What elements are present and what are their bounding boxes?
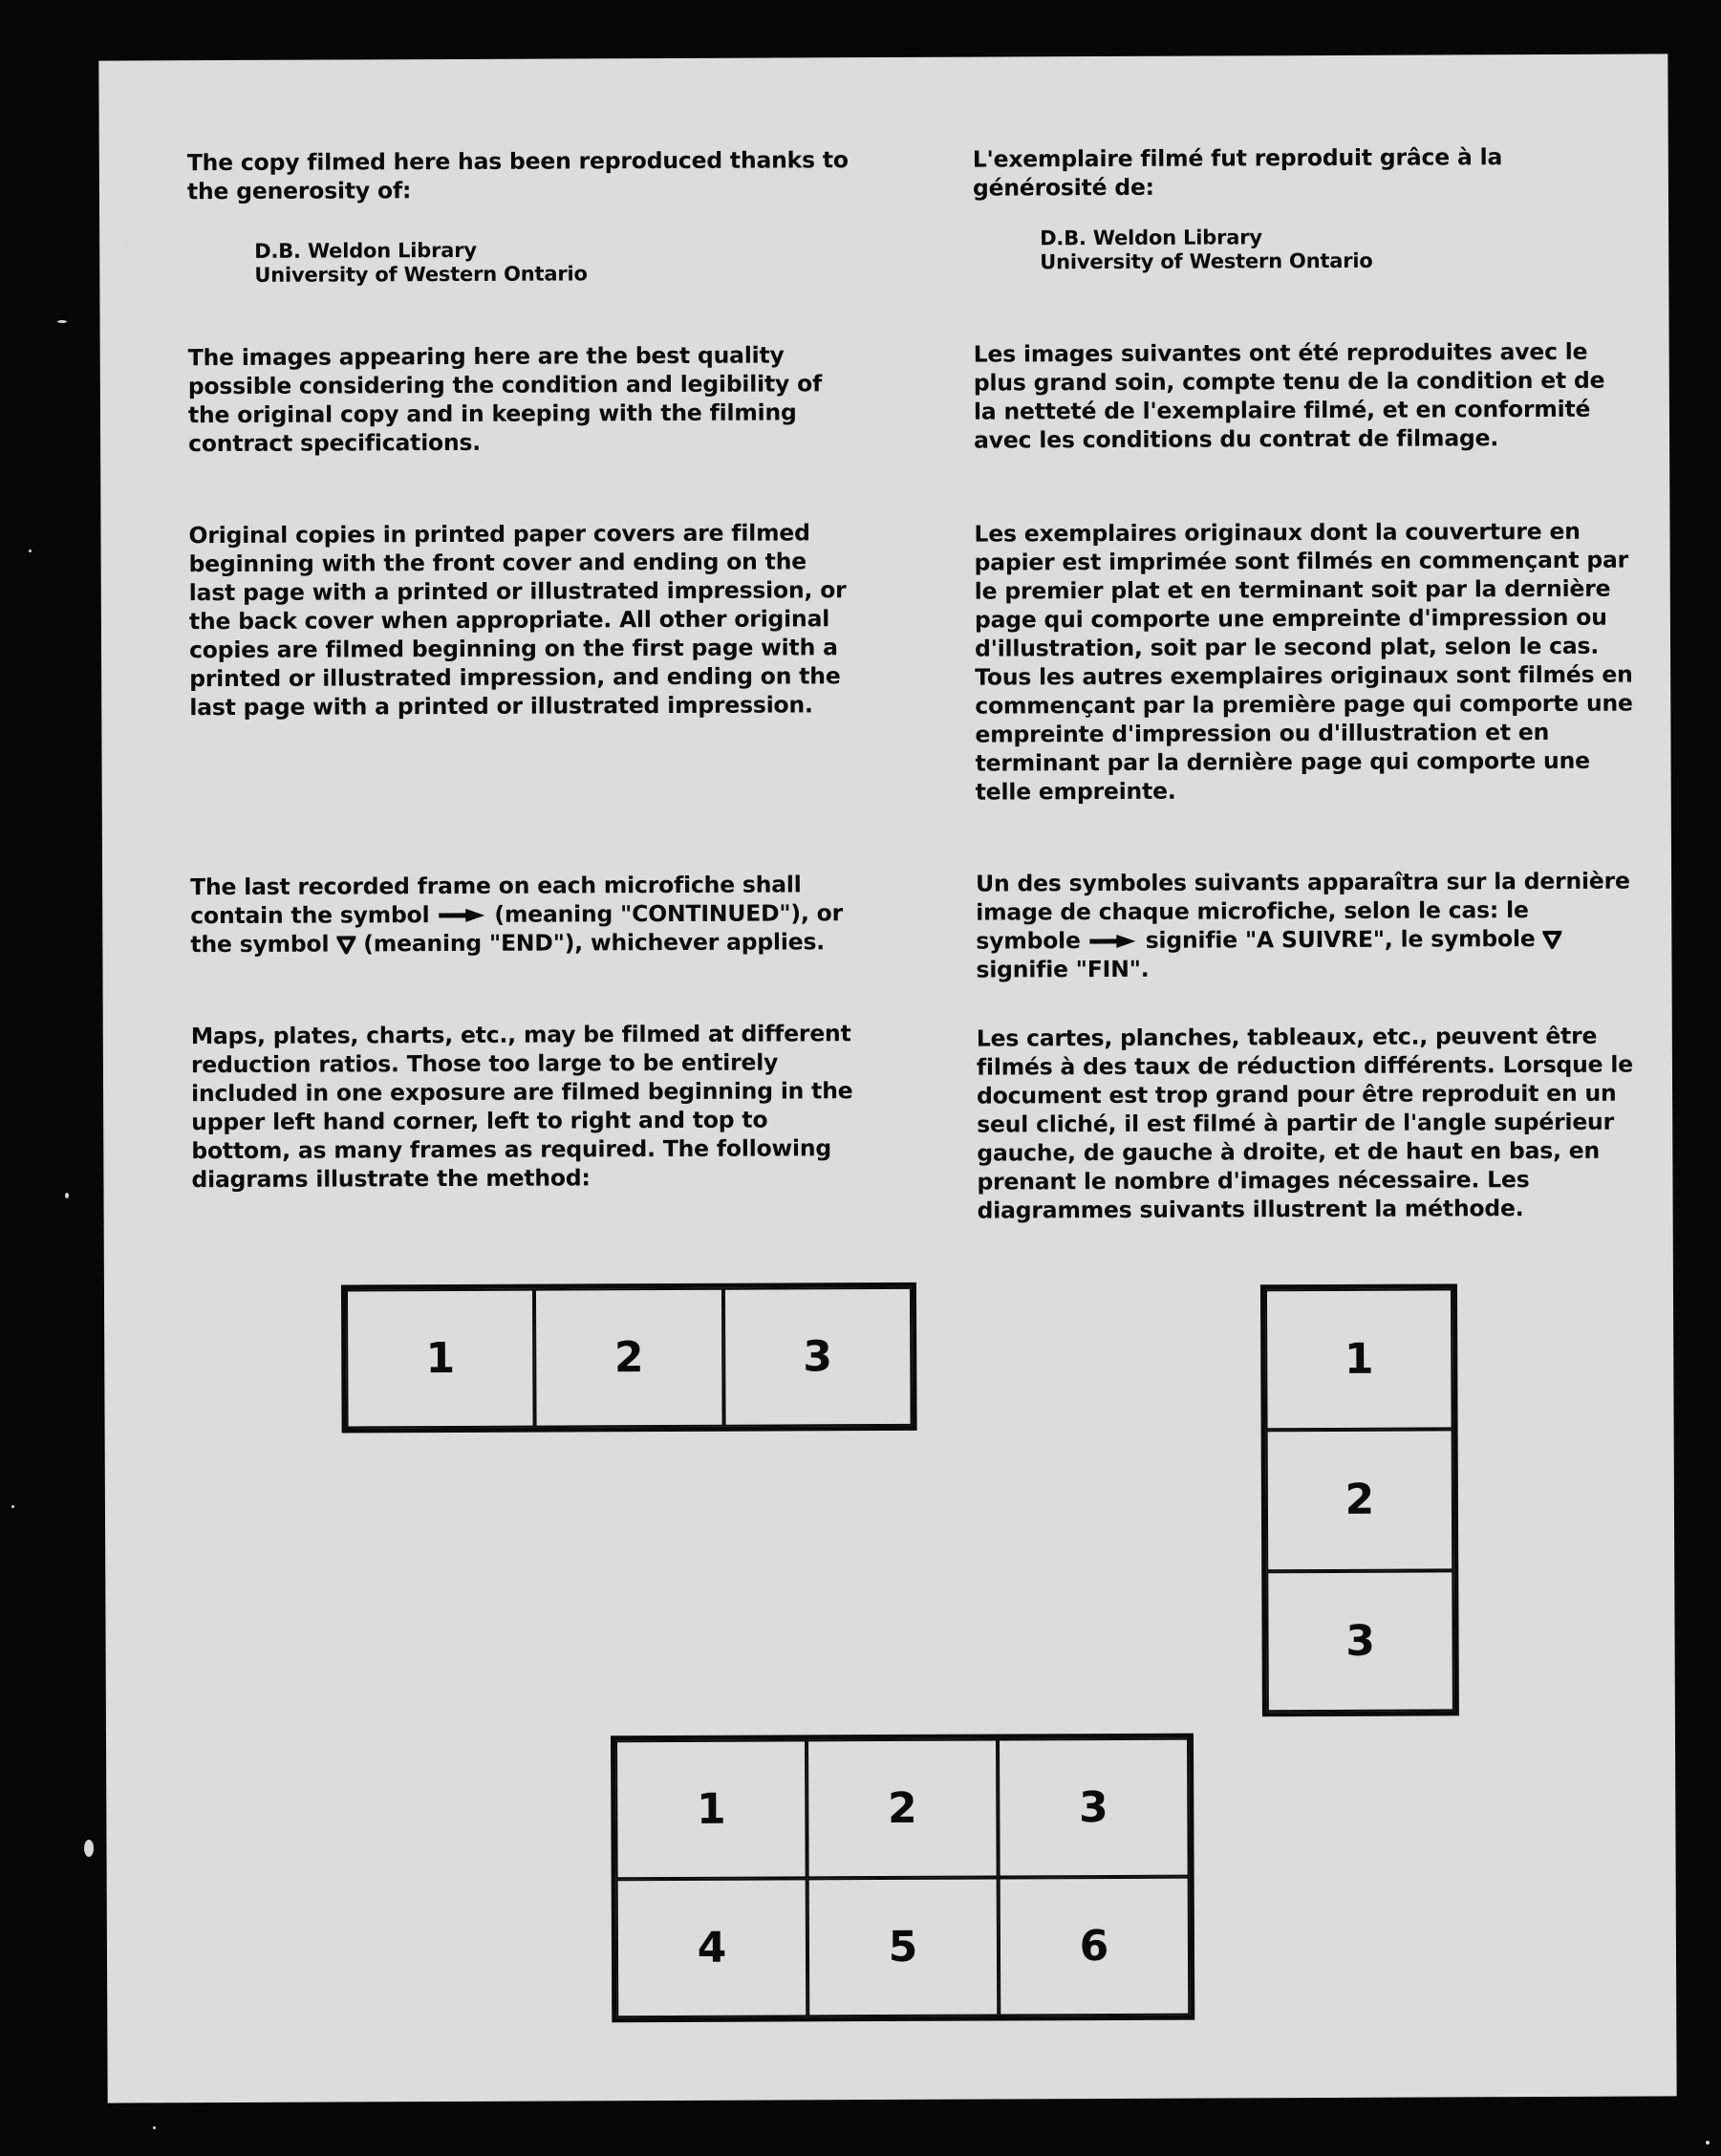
frame-cell: 6 — [999, 1877, 1191, 2016]
english-symbols-text-3: (meaning "END"), whichever applies. — [363, 927, 826, 957]
french-library-name: D.B. Weldon Library — [1040, 226, 1262, 250]
english-symbols-paragraph — [190, 870, 859, 959]
french-symbols-text-1: Un des symboles suivants apparaîtra sur la dernière image de chaque microfiche, selon le cas: le symbole — [976, 867, 1630, 955]
french-library-block — [1040, 225, 1632, 275]
french-column — [973, 142, 1633, 275]
french-symbols-text-2: signifie "A SUIVRE", le symbole — [1145, 924, 1536, 954]
frame-cell: 2 — [534, 1288, 723, 1428]
triangle-down-icon — [336, 935, 355, 954]
frame-cell: 5 — [807, 1878, 1000, 2017]
english-symbols-text-2: (meaning "CONTINUED"), or the symbol — [190, 898, 844, 958]
frame-cell: 2 — [807, 1739, 999, 1879]
english-intro: The copy filmed here has been reproduced thanks to the generosity of: — [186, 146, 849, 205]
english-symbols-text-1: The last recorded frame on each microfiche shall contain the symbol — [190, 870, 802, 929]
french-symbols-paragraph — [976, 866, 1636, 983]
dust-speck — [153, 2126, 156, 2129]
english-originals-paragraph: Original copies in printed paper covers are filmed beginning with the front cover and ending on the last page with a printed or illustrated impression, or the back cover when appropriate. All other original copies are filmed beginning on the first page with a printed or illustrated impression, and ending on the last page with a printed or illustrated impression. — [188, 518, 847, 721]
dust-speck — [57, 320, 67, 323]
french-symbols-text-3: signifie "FIN". — [976, 955, 1150, 983]
english-column — [187, 145, 857, 288]
frame-cell: 1 — [346, 1289, 535, 1429]
french-library-university: University of Western Ontario — [1040, 248, 1373, 274]
frame-cell: 3 — [723, 1287, 913, 1427]
triangle-down-icon — [1542, 930, 1561, 949]
document-page — [98, 54, 1676, 2102]
english-library-university: University of Western Ontario — [254, 262, 588, 287]
arrow-right-icon — [437, 908, 486, 923]
dust-speck — [84, 1840, 94, 1857]
frame-cell: 1 — [615, 1739, 807, 1879]
dust-speck — [124, 244, 128, 248]
english-maps-paragraph: Maps, plates, charts, etc., may be filmed at different reduction ratios. Those too large to be entirely included in one exposure are filmed beginning in the upper left hand corner, left to right and top to bottom, as many frames as required. The following diagrams illustrate the method: — [190, 1019, 853, 1193]
frame-cell: 2 — [1266, 1430, 1454, 1571]
frame-cell: 4 — [616, 1878, 808, 2017]
dust-speck — [29, 550, 32, 552]
french-quality-paragraph: Les images suivantes ont été reproduites avec le plus grand soin, compte tenu de la condition et de la netteté de l'exemplaire filmé, et en conformité avec les conditions du contrat de filmage. — [973, 337, 1605, 454]
english-library-name: D.B. Weldon Library — [254, 238, 477, 263]
diagram-horizontal — [341, 1283, 917, 1434]
dust-speck — [11, 1505, 14, 1508]
english-library-block — [254, 237, 856, 288]
french-originals-paragraph: Les exemplaires originaux dont la couverture en papier est imprimée sont filmés en commençant par le premier plat et en terminant soit par la dernière page qui comporte une empreinte d'impression ou d'illustration, soit par le second plat, selon le cas. Tous les autres exemplaires originaux sont filmés en commençant par la première page qui comporte une empreinte d'impression ou d'illustration et en terminant par la dernière page qui comporte une telle empreinte. — [974, 517, 1633, 806]
frame-cell: 3 — [998, 1738, 1190, 1878]
french-intro: L'exemplaire filmé fut reproduit grâce à la générosité de: — [972, 143, 1503, 202]
frame-cell: 1 — [1265, 1288, 1453, 1430]
dust-speck — [65, 1193, 69, 1198]
english-quality-paragraph: The images appearing here are the best quality possible considering the condition and legibility of the original copy and in keeping with the filming contract specifications. — [187, 340, 823, 457]
arrow-right-icon — [1088, 934, 1138, 949]
diagram-vertical — [1260, 1283, 1459, 1716]
frame-cell: 3 — [1266, 1570, 1454, 1712]
dust-speck — [1706, 2141, 1710, 2145]
french-maps-paragraph: Les cartes, planches, tableaux, etc., peuvent être filmés à des taux de réduction différents. Lorsque le document est trop grand pour être reproduit en un seul cliché, il est filmé à partir de l'angle supérieur gauche, de gauche à droite, et de haut en bas, en prenant le nombre d'images nécessaire. Les diagrammes suivants illustrent la méthode. — [976, 1022, 1633, 1224]
diagram-grid — [611, 1734, 1194, 2023]
